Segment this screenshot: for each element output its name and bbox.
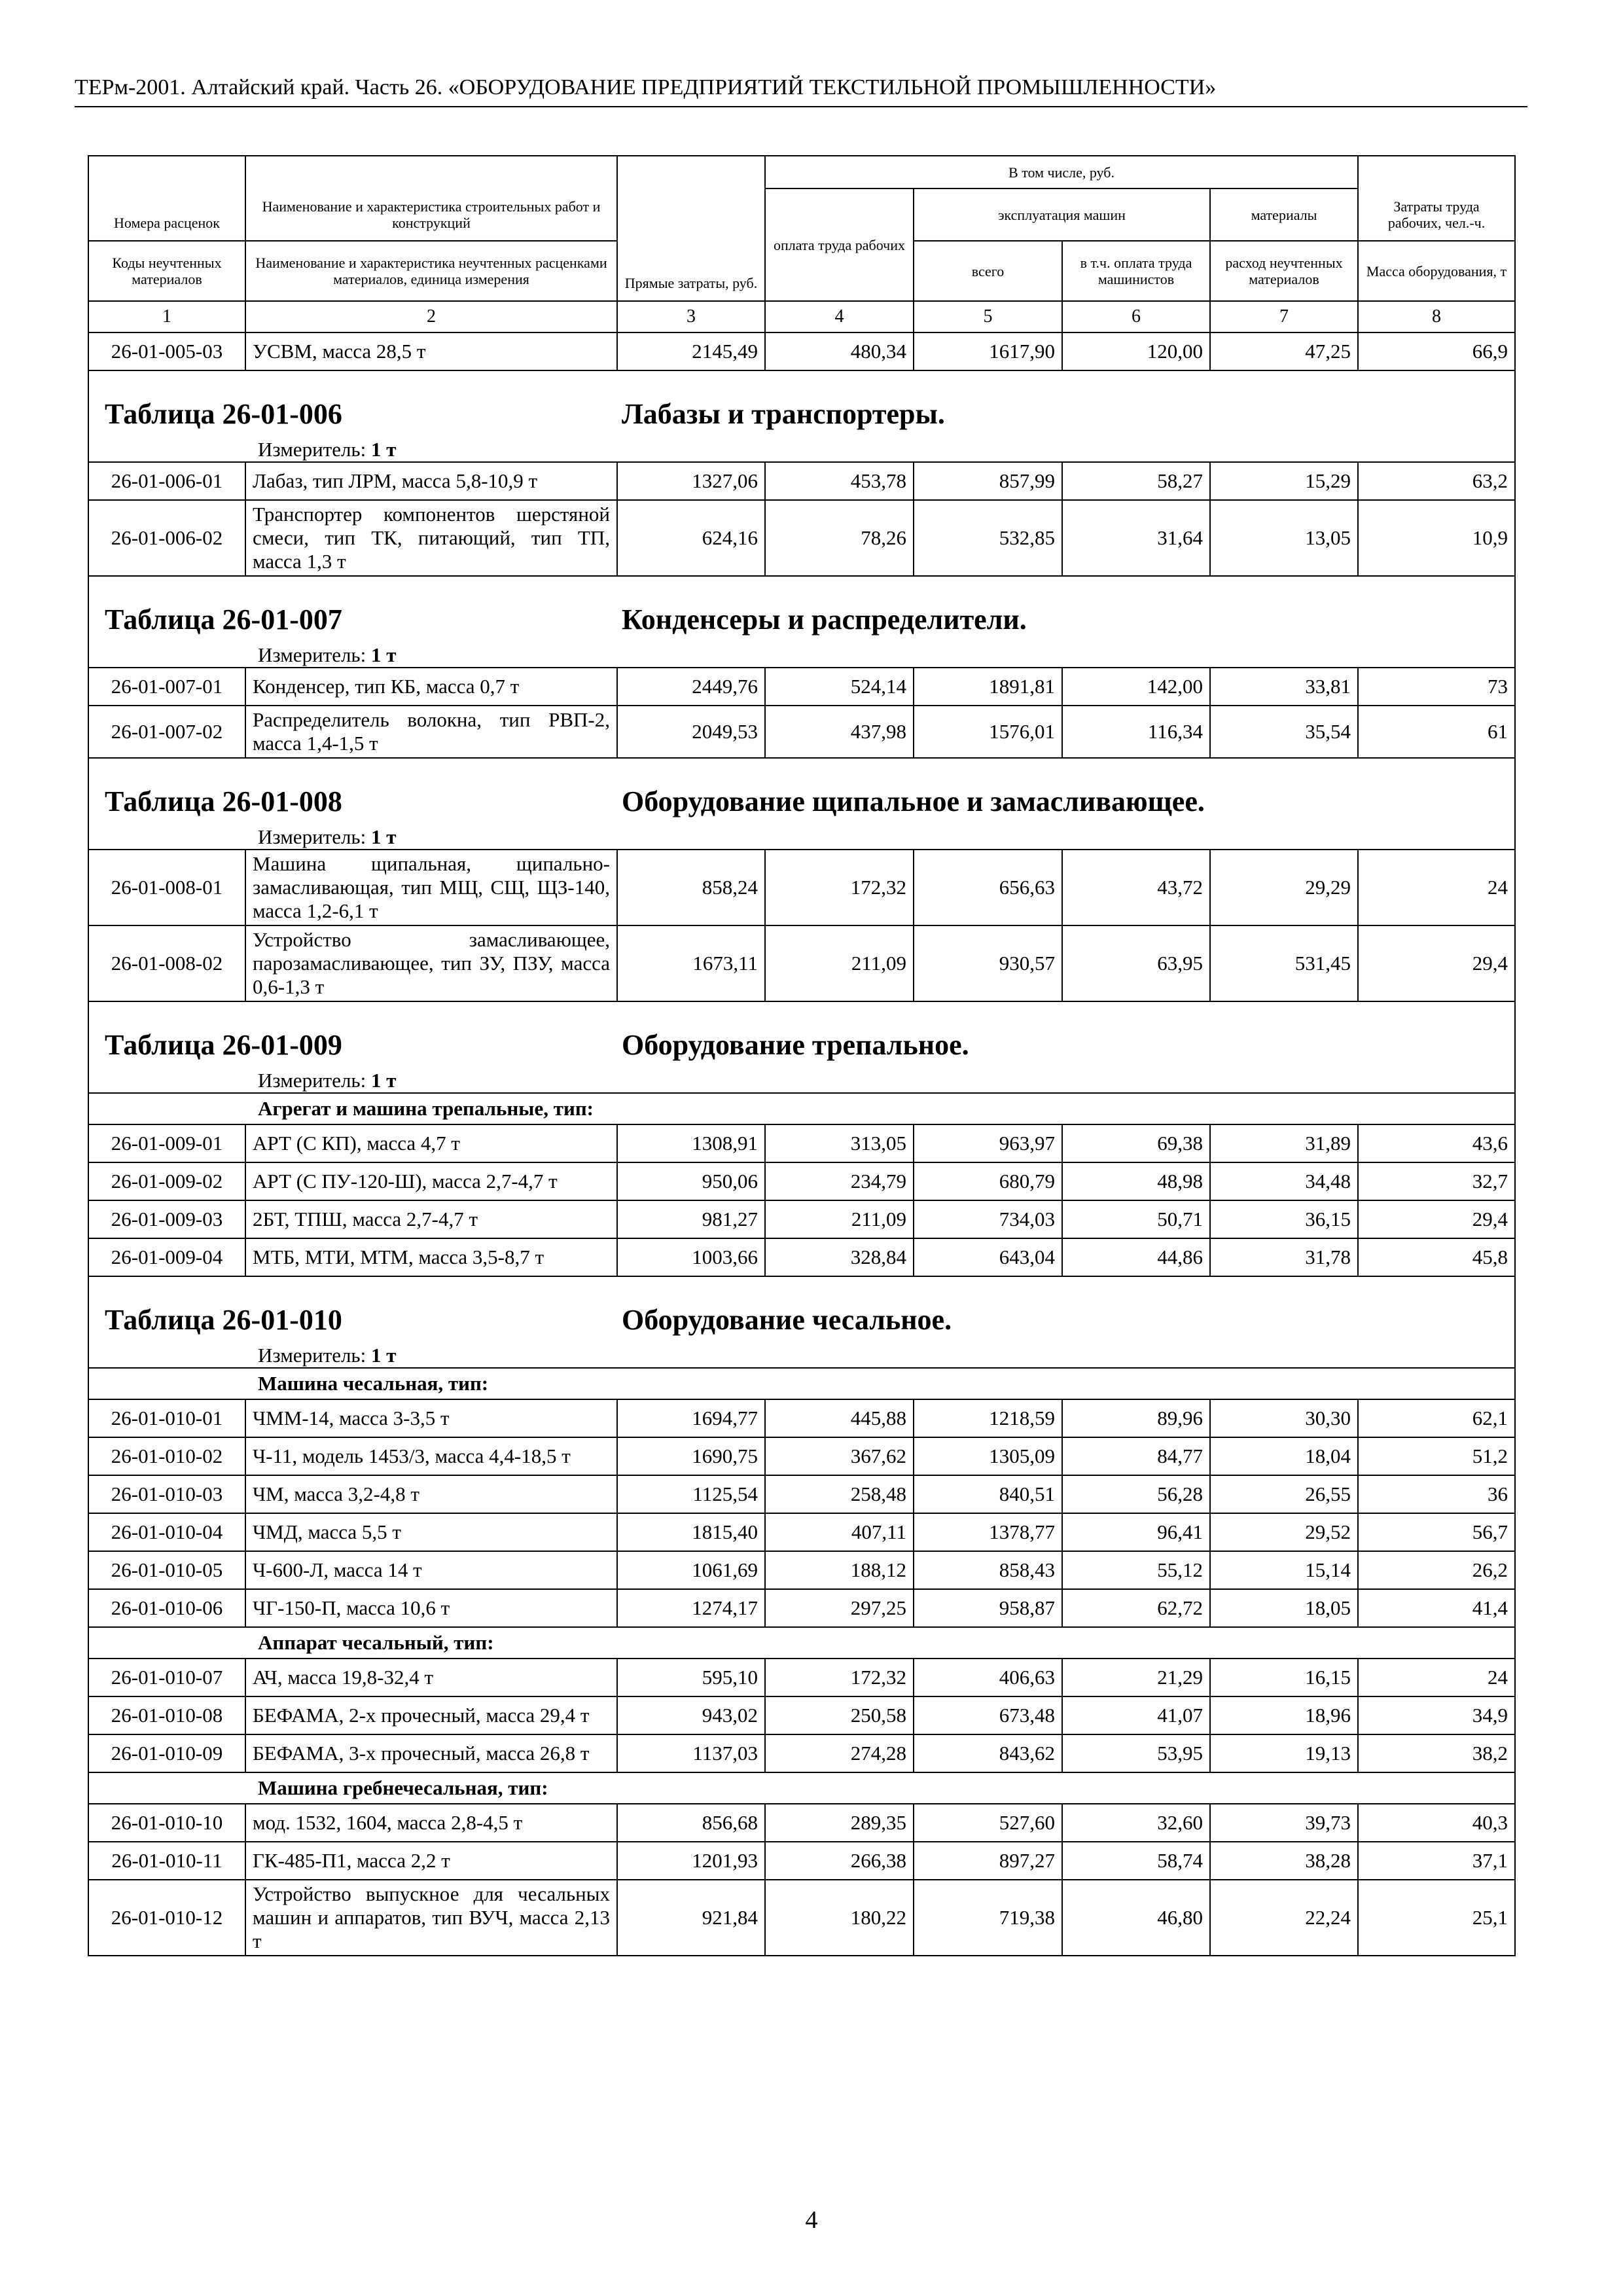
table-title-cell [88, 1001, 1515, 1064]
rate-name: АРТ (С ПУ-120-Ш), масса 2,7-4,7 т [245, 1162, 617, 1200]
table-name: Оборудование чесальное. [622, 1304, 952, 1336]
unit-label: Измеритель: [258, 825, 366, 848]
materials-cost-value: 18,05 [1210, 1589, 1358, 1627]
table-row [88, 500, 1515, 576]
column-number: 5 [914, 301, 1062, 332]
machinist-pay-value: 58,27 [1062, 462, 1210, 500]
labor-pay-value: 211,09 [765, 925, 914, 1001]
table-title-cell [88, 576, 1515, 638]
rate-code: 26-01-006-02 [88, 500, 245, 576]
machinist-pay-value: 43,72 [1062, 850, 1210, 925]
rate-code: 26-01-010-04 [88, 1513, 245, 1551]
machines-total-value: 719,38 [914, 1880, 1062, 1956]
rate-name: АРТ (С КП), масса 4,7 т [245, 1124, 617, 1162]
machinist-pay-value: 21,29 [1062, 1659, 1210, 1696]
unit-measure [88, 1064, 1515, 1093]
equipment-mass-value: 66,9 [1358, 332, 1515, 370]
table-row [88, 1200, 1515, 1238]
labor-pay-value: 480,34 [765, 332, 914, 370]
machinist-pay-value: 120,00 [1062, 332, 1210, 370]
machinist-pay-value: 56,28 [1062, 1475, 1210, 1513]
rate-name: Устройство выпускное для чесальных машин и аппаратов, тип ВУЧ, масса 2,13 т [245, 1880, 617, 1956]
rate-name: БЕФАМА, 2-х прочесный, масса 29,4 т [245, 1696, 617, 1734]
table-row [88, 462, 1515, 500]
labor-pay-value: 445,88 [765, 1399, 914, 1437]
table-row [88, 1734, 1515, 1772]
col-labor-cost-header: Затраты труда рабочих, чел.-ч. [1358, 156, 1515, 241]
unit-value: 1 т [370, 1344, 397, 1367]
materials-cost-value: 35,54 [1210, 706, 1358, 758]
equipment-mass-value: 24 [1358, 850, 1515, 925]
equipment-mass-value: 38,2 [1358, 1734, 1515, 1772]
equipment-mass-value: 26,2 [1358, 1551, 1515, 1589]
direct-costs-value: 595,10 [617, 1659, 765, 1696]
unit-value: 1 т [370, 438, 397, 461]
machinist-pay-value: 50,71 [1062, 1200, 1210, 1238]
equipment-mass-value: 51,2 [1358, 1437, 1515, 1475]
materials-cost-value: 16,15 [1210, 1659, 1358, 1696]
materials-cost-value: 34,48 [1210, 1162, 1358, 1200]
labor-pay-value: 266,38 [765, 1842, 914, 1880]
group-label: Аппарат чесальный, тип: [88, 1627, 1515, 1659]
unit-label: Измеритель: [258, 1069, 366, 1092]
materials-cost-value: 38,28 [1210, 1842, 1358, 1880]
column-number: 7 [1210, 301, 1358, 332]
unit-label: Измеритель: [258, 1344, 366, 1367]
machinist-pay-value: 48,98 [1062, 1162, 1210, 1200]
rate-name: АЧ, масса 19,8-32,4 т [245, 1659, 617, 1696]
machines-total-value: 843,62 [914, 1734, 1062, 1772]
materials-cost-value: 36,15 [1210, 1200, 1358, 1238]
table-name: Оборудование трепальное. [622, 1029, 969, 1061]
equipment-mass-value: 37,1 [1358, 1842, 1515, 1880]
table-title-row [88, 1001, 1515, 1064]
table-body [88, 332, 1515, 1956]
machines-total-value: 527,60 [914, 1804, 1062, 1842]
table-row [88, 1399, 1515, 1437]
rate-code: 26-01-010-06 [88, 1589, 245, 1627]
group-row [88, 1368, 1515, 1399]
col-equipment-mass-header: Масса оборудования, т [1358, 241, 1515, 301]
rate-code: 26-01-010-03 [88, 1475, 245, 1513]
direct-costs-value: 1274,17 [617, 1589, 765, 1627]
machinist-pay-value: 89,96 [1062, 1399, 1210, 1437]
rate-code: 26-01-010-09 [88, 1734, 245, 1772]
labor-pay-value: 328,84 [765, 1238, 914, 1276]
table-title [105, 1302, 1499, 1338]
rate-code: 26-01-010-08 [88, 1696, 245, 1734]
table-row [88, 1696, 1515, 1734]
unit-row [88, 1064, 1515, 1093]
table-row [88, 1589, 1515, 1627]
equipment-mass-value: 24 [1358, 1659, 1515, 1696]
header-divider [75, 106, 1527, 107]
group-row [88, 1627, 1515, 1659]
unit-label: Измеритель: [258, 438, 366, 461]
labor-pay-value: 188,12 [765, 1551, 914, 1589]
rate-code: 26-01-009-03 [88, 1200, 245, 1238]
table-title-cell [88, 370, 1515, 433]
materials-cost-value: 22,24 [1210, 1880, 1358, 1956]
col-machines-total-header: всего [914, 241, 1062, 301]
rate-name: ГК-485-П1, масса 2,2 т [245, 1842, 617, 1880]
rate-name: Лабаз, тип ЛРМ, масса 5,8-10,9 т [245, 462, 617, 500]
machines-total-value: 1378,77 [914, 1513, 1062, 1551]
direct-costs-value: 1137,03 [617, 1734, 765, 1772]
column-number: 4 [765, 301, 914, 332]
machinist-pay-value: 55,12 [1062, 1551, 1210, 1589]
table-name: Оборудование щипальное и замасливающее. [622, 785, 1205, 817]
unit-row [88, 433, 1515, 462]
table-row [88, 1238, 1515, 1276]
rate-name: Машина щипальная, щипально-замасливающая, тип МЩ, СЩ, ЩЗ-140, масса 1,2-6,1 т [245, 850, 617, 925]
equipment-mass-value: 41,4 [1358, 1589, 1515, 1627]
rate-code: 26-01-010-10 [88, 1804, 245, 1842]
col-unaccounted-materials-header: расход неучтенных материалов [1210, 241, 1358, 301]
direct-costs-value: 1690,75 [617, 1437, 765, 1475]
table-row [88, 668, 1515, 706]
labor-pay-value: 453,78 [765, 462, 914, 500]
rate-name: МТБ, МТИ, МТМ, масса 3,5-8,7 т [245, 1238, 617, 1276]
group-row [88, 1093, 1515, 1124]
machinist-pay-value: 63,95 [1062, 925, 1210, 1001]
materials-cost-value: 15,29 [1210, 462, 1358, 500]
unit-value: 1 т [370, 643, 397, 666]
table-title-row [88, 370, 1515, 433]
rate-name: ЧММ-14, масса 3-3,5 т [245, 1399, 617, 1437]
table-title [105, 601, 1499, 638]
machinist-pay-value: 62,72 [1062, 1589, 1210, 1627]
rate-code: 26-01-009-04 [88, 1238, 245, 1276]
rate-name: Устройство замасливающее, парозамасливающее, тип ЗУ, ПЗУ, масса 0,6-1,3 т [245, 925, 617, 1001]
unit-measure [88, 433, 1515, 462]
materials-cost-value: 13,05 [1210, 500, 1358, 576]
col-material-codes-header: Коды неучтенных материалов [88, 241, 245, 301]
table-row [88, 1437, 1515, 1475]
direct-costs-value: 943,02 [617, 1696, 765, 1734]
table-title-row [88, 1276, 1515, 1338]
labor-pay-value: 289,35 [765, 1804, 914, 1842]
machines-total-value: 840,51 [914, 1475, 1062, 1513]
machinist-pay-value: 32,60 [1062, 1804, 1210, 1842]
table-row [88, 1880, 1515, 1956]
equipment-mass-value: 32,7 [1358, 1162, 1515, 1200]
machines-total-value: 643,04 [914, 1238, 1062, 1276]
col-material-name-header: Наименование и характеристика неучтенных расценками материалов, единица измерения [245, 241, 617, 301]
col-materials-header: материалы [1210, 188, 1358, 241]
materials-cost-value: 15,14 [1210, 1551, 1358, 1589]
rate-name: Транспортер компонентов шерстяной смеси, тип ТК, питающий, тип ТП, масса 1,3 т [245, 500, 617, 576]
direct-costs-value: 1694,77 [617, 1399, 765, 1437]
machines-total-value: 1617,90 [914, 332, 1062, 370]
machinist-pay-value: 53,95 [1062, 1734, 1210, 1772]
machines-total-value: 1305,09 [914, 1437, 1062, 1475]
direct-costs-value: 2449,76 [617, 668, 765, 706]
table-code: Таблица 26-01-009 [105, 1029, 342, 1061]
rate-code: 26-01-008-01 [88, 850, 245, 925]
machines-total-value: 897,27 [914, 1842, 1062, 1880]
rate-name: Ч-11, модель 1453/3, масса 4,4-18,5 т [245, 1437, 617, 1475]
rate-name: УСВМ, масса 28,5 т [245, 332, 617, 370]
table-code: Таблица 26-01-006 [105, 398, 342, 430]
machinist-pay-value: 41,07 [1062, 1696, 1210, 1734]
rate-name: Конденсер, тип КБ, масса 0,7 т [245, 668, 617, 706]
rate-code: 26-01-010-01 [88, 1399, 245, 1437]
price-table [88, 155, 1516, 1956]
materials-cost-value: 29,52 [1210, 1513, 1358, 1551]
col-rate-numbers-header: Номера расценок [88, 156, 245, 241]
unit-label: Измеритель: [258, 643, 366, 666]
col-labor-pay-header: оплата труда рабочих [765, 188, 914, 301]
equipment-mass-value: 29,4 [1358, 925, 1515, 1001]
rate-code: 26-01-010-05 [88, 1551, 245, 1589]
table-row [88, 706, 1515, 758]
rate-name: 2БТ, ТПШ, масса 2,7-4,7 т [245, 1200, 617, 1238]
page-number: 4 [805, 2206, 818, 2234]
equipment-mass-value: 61 [1358, 706, 1515, 758]
table-row [88, 1124, 1515, 1162]
direct-costs-value: 858,24 [617, 850, 765, 925]
col-direct-costs-header: Прямые затраты, руб. [617, 156, 765, 301]
group-label: Машина гребнечесальная, тип: [88, 1772, 1515, 1804]
rate-code: 26-01-010-02 [88, 1437, 245, 1475]
labor-pay-value: 78,26 [765, 500, 914, 576]
rate-code: 26-01-008-02 [88, 925, 245, 1001]
labor-pay-value: 250,58 [765, 1696, 914, 1734]
direct-costs-value: 1308,91 [617, 1124, 765, 1162]
table-header [88, 156, 1515, 332]
direct-costs-value: 921,84 [617, 1880, 765, 1956]
labor-pay-value: 437,98 [765, 706, 914, 758]
unit-row [88, 820, 1515, 850]
table-row [88, 1551, 1515, 1589]
machines-total-value: 673,48 [914, 1696, 1062, 1734]
machinist-pay-value: 96,41 [1062, 1513, 1210, 1551]
machines-total-value: 963,97 [914, 1124, 1062, 1162]
col-including-header: В том числе, руб. [765, 156, 1358, 188]
machinist-pay-value: 44,86 [1062, 1238, 1210, 1276]
direct-costs-value: 1327,06 [617, 462, 765, 500]
machines-total-value: 958,87 [914, 1589, 1062, 1627]
direct-costs-value: 2049,53 [617, 706, 765, 758]
rate-name: БЕФАМА, 3-х прочесный, масса 26,8 т [245, 1734, 617, 1772]
equipment-mass-value: 40,3 [1358, 1804, 1515, 1842]
equipment-mass-value: 29,4 [1358, 1200, 1515, 1238]
group-row [88, 1772, 1515, 1804]
rate-code: 26-01-009-02 [88, 1162, 245, 1200]
materials-cost-value: 26,55 [1210, 1475, 1358, 1513]
table-title-row [88, 576, 1515, 638]
materials-cost-value: 31,78 [1210, 1238, 1358, 1276]
unit-measure [88, 820, 1515, 850]
equipment-mass-value: 56,7 [1358, 1513, 1515, 1551]
direct-costs-value: 1201,93 [617, 1842, 765, 1880]
materials-cost-value: 47,25 [1210, 332, 1358, 370]
machinist-pay-value: 58,74 [1062, 1842, 1210, 1880]
column-number: 1 [88, 301, 245, 332]
rate-name: Ч-600-Л, масса 14 т [245, 1551, 617, 1589]
materials-cost-value: 30,30 [1210, 1399, 1358, 1437]
table-row [88, 1842, 1515, 1880]
machines-total-value: 857,99 [914, 462, 1062, 500]
rate-code: 26-01-010-12 [88, 1880, 245, 1956]
direct-costs-value: 2145,49 [617, 332, 765, 370]
table-title-row [88, 758, 1515, 820]
direct-costs-value: 1003,66 [617, 1238, 765, 1276]
table-title [105, 783, 1499, 820]
machines-total-value: 656,63 [914, 850, 1062, 925]
machinist-pay-value: 46,80 [1062, 1880, 1210, 1956]
direct-costs-value: 1125,54 [617, 1475, 765, 1513]
unit-measure [88, 638, 1515, 668]
col-machinist-pay-header: в т.ч. оплата труда машинистов [1062, 241, 1210, 301]
labor-pay-value: 407,11 [765, 1513, 914, 1551]
labor-pay-value: 313,05 [765, 1124, 914, 1162]
machines-total-value: 858,43 [914, 1551, 1062, 1589]
equipment-mass-value: 62,1 [1358, 1399, 1515, 1437]
labor-pay-value: 234,79 [765, 1162, 914, 1200]
equipment-mass-value: 36 [1358, 1475, 1515, 1513]
equipment-mass-value: 34,9 [1358, 1696, 1515, 1734]
rate-code: 26-01-009-01 [88, 1124, 245, 1162]
equipment-mass-value: 43,6 [1358, 1124, 1515, 1162]
direct-costs-value: 624,16 [617, 500, 765, 576]
direct-costs-value: 981,27 [617, 1200, 765, 1238]
table-code: Таблица 26-01-008 [105, 785, 342, 817]
column-number: 2 [245, 301, 617, 332]
rate-name: мод. 1532, 1604, масса 2,8-4,5 т [245, 1804, 617, 1842]
rate-code: 26-01-005-03 [88, 332, 245, 370]
table-title [105, 396, 1499, 433]
rate-code: 26-01-010-11 [88, 1842, 245, 1880]
col-machines-header: эксплуатация машин [914, 188, 1210, 241]
machinist-pay-value: 116,34 [1062, 706, 1210, 758]
rate-name: Распределитель волокна, тип РВП-2, масса 1,4-1,5 т [245, 706, 617, 758]
table-row [88, 1804, 1515, 1842]
equipment-mass-value: 63,2 [1358, 462, 1515, 500]
table-name: Лабазы и транспортеры. [622, 398, 945, 430]
unit-measure [88, 1338, 1515, 1368]
group-label: Агрегат и машина трепальные, тип: [88, 1093, 1515, 1124]
materials-cost-value: 18,96 [1210, 1696, 1358, 1734]
table-row [88, 1659, 1515, 1696]
equipment-mass-value: 25,1 [1358, 1880, 1515, 1956]
table-code: Таблица 26-01-007 [105, 603, 342, 636]
equipment-mass-value: 45,8 [1358, 1238, 1515, 1276]
labor-pay-value: 524,14 [765, 668, 914, 706]
labor-pay-value: 258,48 [765, 1475, 914, 1513]
machines-total-value: 1576,01 [914, 706, 1062, 758]
machinist-pay-value: 31,64 [1062, 500, 1210, 576]
rate-code: 26-01-010-07 [88, 1659, 245, 1696]
materials-cost-value: 39,73 [1210, 1804, 1358, 1842]
labor-pay-value: 180,22 [765, 1880, 914, 1956]
table-row [88, 850, 1515, 925]
materials-cost-value: 33,81 [1210, 668, 1358, 706]
labor-pay-value: 172,32 [765, 850, 914, 925]
machines-total-value: 406,63 [914, 1659, 1062, 1696]
labor-pay-value: 297,25 [765, 1589, 914, 1627]
machinist-pay-value: 84,77 [1062, 1437, 1210, 1475]
column-number-row [88, 301, 1515, 332]
table-row [88, 332, 1515, 370]
materials-cost-value: 531,45 [1210, 925, 1358, 1001]
labor-pay-value: 211,09 [765, 1200, 914, 1238]
machinist-pay-value: 142,00 [1062, 668, 1210, 706]
direct-costs-value: 1673,11 [617, 925, 765, 1001]
column-number: 6 [1062, 301, 1210, 332]
rate-code: 26-01-007-02 [88, 706, 245, 758]
materials-cost-value: 19,13 [1210, 1734, 1358, 1772]
column-number: 8 [1358, 301, 1515, 332]
direct-costs-value: 950,06 [617, 1162, 765, 1200]
table-title-cell [88, 758, 1515, 820]
materials-cost-value: 18,04 [1210, 1437, 1358, 1475]
rate-name: ЧГ-150-П, масса 10,6 т [245, 1589, 617, 1627]
rate-name: ЧМД, масса 5,5 т [245, 1513, 617, 1551]
table-row [88, 1475, 1515, 1513]
machinist-pay-value: 69,38 [1062, 1124, 1210, 1162]
group-label: Машина чесальная, тип: [88, 1368, 1515, 1399]
table-row [88, 1162, 1515, 1200]
materials-cost-value: 31,89 [1210, 1124, 1358, 1162]
col-work-name-header: Наименование и характеристика строительных работ и конструкций [245, 156, 617, 241]
rate-code: 26-01-007-01 [88, 668, 245, 706]
labor-pay-value: 172,32 [765, 1659, 914, 1696]
unit-value: 1 т [370, 1069, 397, 1092]
rate-name: ЧМ, масса 3,2-4,8 т [245, 1475, 617, 1513]
machines-total-value: 1218,59 [914, 1399, 1062, 1437]
materials-cost-value: 29,29 [1210, 850, 1358, 925]
machines-total-value: 680,79 [914, 1162, 1062, 1200]
direct-costs-value: 856,68 [617, 1804, 765, 1842]
price-table-sheet [88, 155, 1514, 1956]
rate-code: 26-01-006-01 [88, 462, 245, 500]
unit-value: 1 т [370, 825, 397, 848]
labor-pay-value: 367,62 [765, 1437, 914, 1475]
equipment-mass-value: 10,9 [1358, 500, 1515, 576]
machines-total-value: 1891,81 [914, 668, 1062, 706]
table-title-cell [88, 1276, 1515, 1338]
unit-row [88, 1338, 1515, 1368]
unit-row [88, 638, 1515, 668]
machines-total-value: 930,57 [914, 925, 1062, 1001]
machines-total-value: 532,85 [914, 500, 1062, 576]
labor-pay-value: 274,28 [765, 1734, 914, 1772]
document-header: ТЕРм-2001. Алтайский край. Часть 26. «ОБОРУДОВАНИЕ ПРЕДПРИЯТИЙ ТЕКСТИЛЬНОЙ ПРОМЫШЛЕННОСТИ» [75, 75, 1217, 99]
table-title [105, 1027, 1499, 1064]
table-row [88, 1513, 1515, 1551]
direct-costs-value: 1815,40 [617, 1513, 765, 1551]
direct-costs-value: 1061,69 [617, 1551, 765, 1589]
column-number: 3 [617, 301, 765, 332]
table-name: Конденсеры и распределители. [622, 603, 1027, 636]
table-code: Таблица 26-01-010 [105, 1304, 342, 1336]
table-row [88, 925, 1515, 1001]
machines-total-value: 734,03 [914, 1200, 1062, 1238]
equipment-mass-value: 73 [1358, 668, 1515, 706]
